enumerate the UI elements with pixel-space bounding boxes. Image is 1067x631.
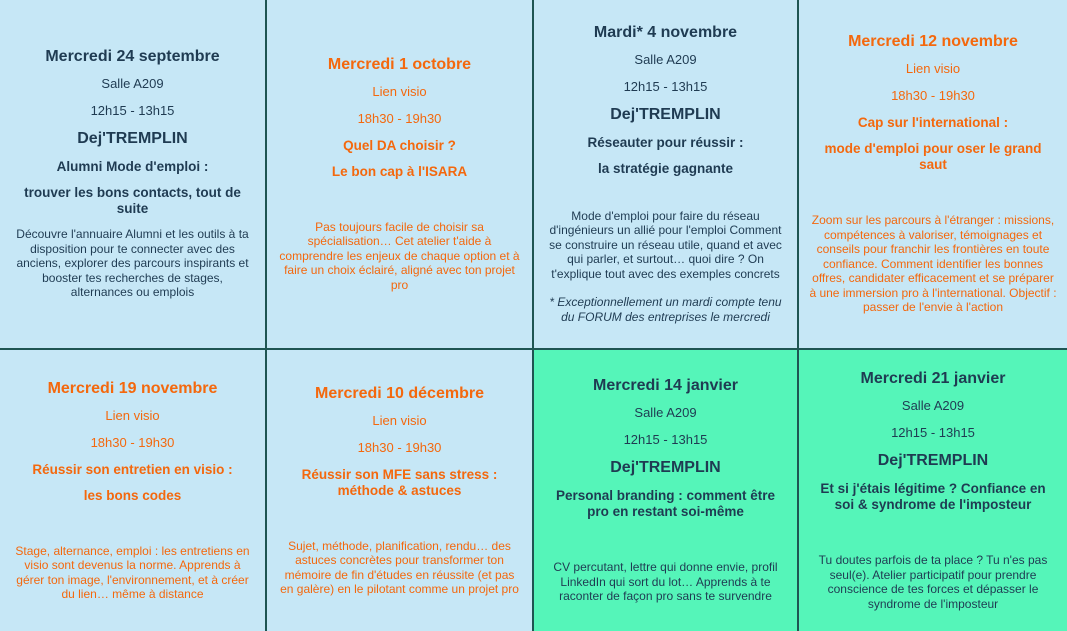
event-subtitle: Personal branding : comment être pro en restant soi-même bbox=[555, 488, 776, 520]
event-card bbox=[799, 0, 1067, 350]
event-date: Mercredi 10 décembre bbox=[315, 384, 484, 402]
event-description: Découvre l'annuaire Alumni et les outils à ta disposition pour te connecter avec des anciens, explorer des parcours inspirants et booster tes recherches de stages, alternances ou emplois bbox=[16, 227, 249, 300]
event-subtitle: Cap sur l'international : bbox=[857, 115, 1009, 131]
event-time: 12h15 - 13h15 bbox=[623, 432, 708, 448]
event-place: Salle A209 bbox=[101, 76, 164, 92]
event-subtitle: Réussir son entretien en visio : bbox=[32, 461, 233, 477]
event-description: Mode d'emploi pour faire du réseau d'ingénieurs un allié pour l'emploi Comment se construire un réseau utile, quand et avec qui parler, et surtout… quoi dire ? On t'explique tout avec des exemples concrets bbox=[549, 208, 782, 281]
event-subtitle-2: Le bon cap à l'ISARA bbox=[331, 163, 468, 179]
event-place: Lien visio bbox=[105, 407, 160, 423]
event-place: Lien visio bbox=[905, 61, 961, 77]
event-time: 18h30 - 19h30 bbox=[891, 88, 975, 104]
event-card bbox=[534, 0, 799, 350]
event-subtitle: Et si j'étais légitime ? Confiance en soi & syndrome de l'imposteur bbox=[820, 481, 1046, 512]
event-note: * Exceptionnellement un mardi compte tenu du FORUM des entreprises le mercredi bbox=[549, 295, 782, 324]
event-time: 18h30 - 19h30 bbox=[357, 439, 442, 455]
event-brand: Dej'TREMPLIN bbox=[77, 130, 188, 148]
event-date: Mercredi 14 janvier bbox=[593, 377, 738, 395]
event-place: Salle A209 bbox=[634, 51, 697, 67]
event-card bbox=[799, 350, 1067, 631]
event-date: Mercredi 21 janvier bbox=[860, 370, 1006, 387]
event-date: Mercredi 12 novembre bbox=[848, 33, 1018, 51]
event-time: 12h15 - 13h15 bbox=[891, 425, 975, 440]
event-description: Tu doutes parfois de ta place ? Tu n'es pas seul(e). Atelier participatif pour prendre conscience de tes forces et dépasser le syndrome de l'imposteur bbox=[818, 553, 1048, 611]
event-place: Lien visio bbox=[372, 412, 427, 428]
event-subtitle-2: la stratégie gagnante bbox=[597, 160, 734, 176]
event-time: 12h15 - 13h15 bbox=[623, 78, 708, 94]
event-description: Pas toujours facile de choisir sa spécialisation… Cet atelier t'aide à comprendre les enjeux de chaque option et à faire un choix éclairé, aligné avec ton projet pro bbox=[279, 219, 520, 292]
event-brand: Dej'TREMPLIN bbox=[610, 105, 721, 123]
event-description: Sujet, méthode, planification, rendu… des astuces concrètes pour transformer ton mémoire de fin d'études en réussite (et pas en galère) en le pilotant comme un projet pro bbox=[280, 538, 519, 596]
event-date: Mercredi 19 novembre bbox=[47, 379, 218, 397]
event-place: Salle A209 bbox=[634, 405, 697, 421]
event-card bbox=[0, 350, 267, 631]
event-time: 12h15 - 13h15 bbox=[90, 103, 175, 119]
event-brand: Dej'TREMPLIN bbox=[610, 459, 721, 477]
event-brand: Dej'TREMPLIN bbox=[877, 452, 989, 469]
event-subtitle-2: mode d'emploi pour oser le grand saut bbox=[824, 141, 1042, 173]
event-subtitle: Réussir son MFE sans stress : méthode & astuces bbox=[301, 466, 498, 498]
event-card bbox=[534, 350, 799, 631]
event-card bbox=[267, 0, 534, 350]
event-card bbox=[267, 350, 534, 631]
event-subtitle: Alumni Mode d'emploi : bbox=[56, 159, 209, 175]
event-subtitle: Quel DA choisir ? bbox=[343, 137, 456, 153]
event-date: Mercredi 24 septembre bbox=[45, 48, 220, 66]
event-card bbox=[0, 0, 267, 350]
event-subtitle-2: trouver les bons contacts, tout de suite bbox=[24, 185, 241, 217]
event-place: Lien visio bbox=[372, 83, 427, 99]
event-place: Salle A209 bbox=[901, 398, 965, 413]
event-date: Mardi* 4 novembre bbox=[593, 23, 738, 41]
event-subtitle-2: les bons codes bbox=[83, 487, 182, 503]
event-description: CV percutant, lettre qui donne envie, profil LinkedIn qui sort du lot… Apprends à te raconter de façon pro sans te survendre bbox=[553, 560, 778, 604]
event-subtitle: Réseauter pour réussir : bbox=[587, 134, 744, 150]
event-description: Zoom sur les parcours à l'étranger : missions, compétences à valoriser, témoignages et conseils pour franchir les frontières en toute confiance. Comment identifier les bonnes offres, candidater efficacement et se préparer à une immersion pro à l'international. Objectif : passer de l'envie à l'action bbox=[809, 213, 1057, 315]
event-time: 18h30 - 19h30 bbox=[357, 110, 442, 126]
event-date: Mercredi 1 octobre bbox=[327, 55, 472, 73]
event-description: Stage, alternance, emploi : les entretiens en visio sont devenus la norme. Apprends à gérer ton image, l'environnement, et à créer du lien… même à distance bbox=[15, 543, 250, 601]
event-time: 18h30 - 19h30 bbox=[90, 434, 175, 450]
